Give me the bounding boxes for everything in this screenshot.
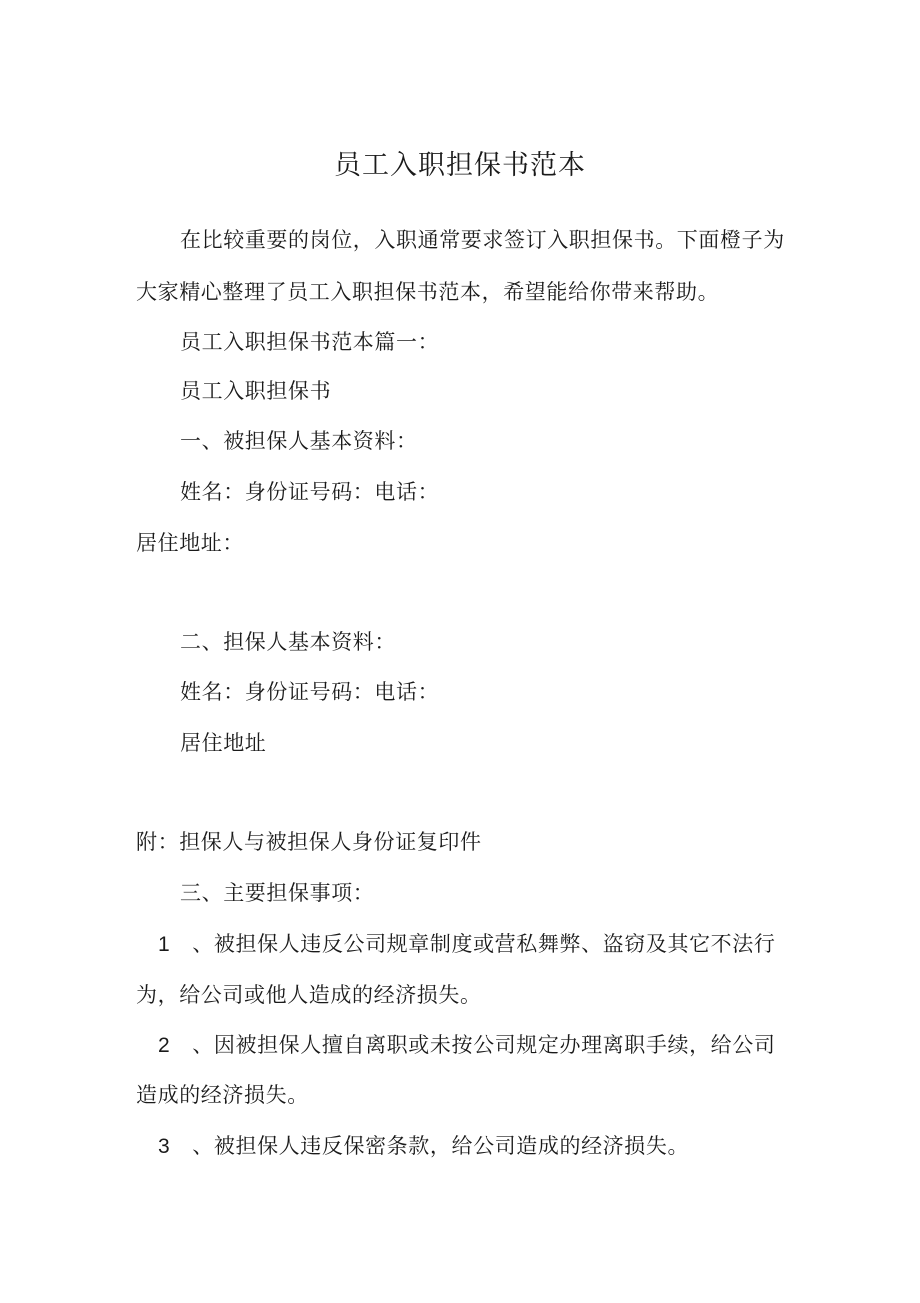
matter-item-2: [158, 1030, 775, 1061]
form-title: 员工入职担保书: [180, 379, 332, 403]
guaranteed-party-address: 居住地址：: [136, 531, 244, 555]
matter-item-text: 、被担保人违反公司规章制度或营私舞弊、盗窃及其它不法行: [192, 932, 776, 956]
attachment-note: 附：担保人与被担保人身份证复印件: [136, 830, 482, 854]
intro-line-2: 大家精心整理了员工入职担保书范本，希望能给你带来帮助。: [136, 280, 720, 304]
matter-item-1: [158, 929, 775, 960]
section-heading: 员工入职担保书范本篇一：: [180, 330, 440, 354]
guarantor-fields: 姓名：身份证号码：电话：: [180, 680, 440, 704]
guaranteed-party-heading: 一、被担保人基本资料：: [180, 429, 418, 453]
matter-item-number: 2: [158, 1034, 171, 1057]
matter-item-number: 1: [158, 933, 171, 956]
matter-item-2-continued: 造成的经济损失。: [136, 1083, 309, 1107]
guarantor-address: 居住地址: [180, 731, 267, 755]
intro-line-1: 在比较重要的岗位，入职通常要求签订入职担保书。下面橙子为: [180, 228, 785, 252]
matter-item-text: 、因被担保人擅自离职或未按公司规定办理离职手续，给公司: [192, 1033, 776, 1057]
matter-item-3: [158, 1131, 689, 1162]
matter-item-1-continued: 为，给公司或他人造成的经济损失。: [136, 983, 482, 1007]
document-title: 员工入职担保书范本: [334, 150, 586, 181]
matters-heading: 三、主要担保事项：: [180, 881, 375, 905]
matter-item-number: 3: [158, 1135, 171, 1158]
guaranteed-party-fields: 姓名：身份证号码：电话：: [180, 480, 440, 504]
matter-item-text: 、被担保人违反保密条款，给公司造成的经济损失。: [192, 1134, 690, 1158]
guarantor-heading: 二、担保人基本资料：: [180, 630, 396, 654]
